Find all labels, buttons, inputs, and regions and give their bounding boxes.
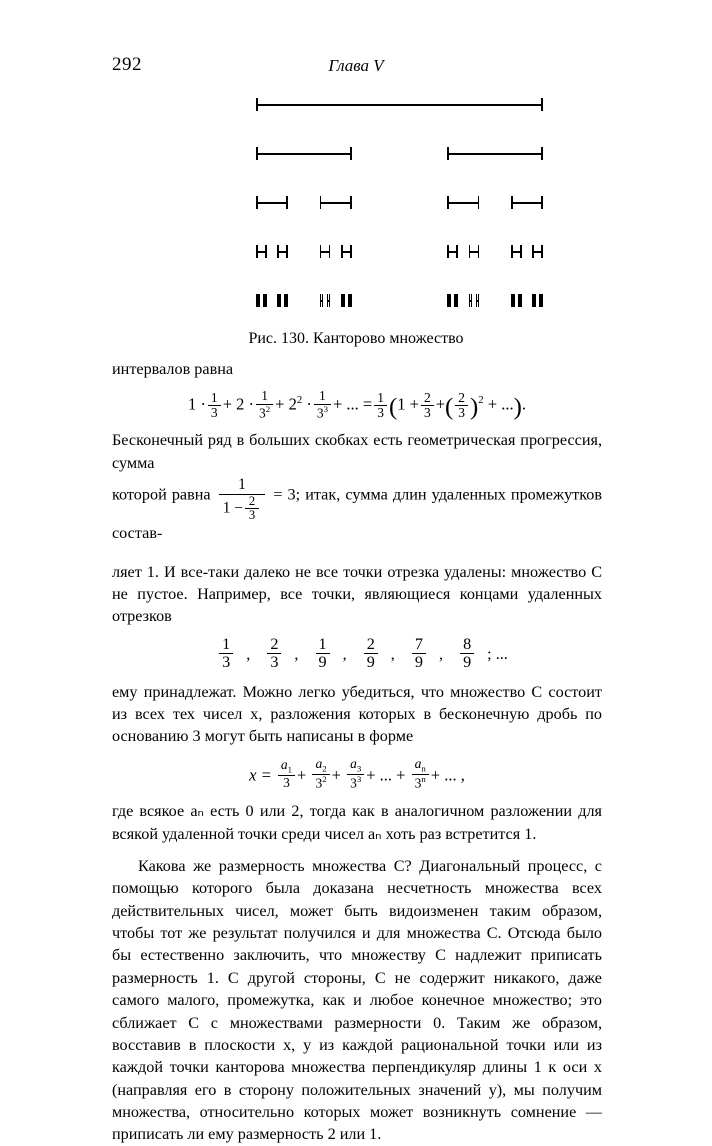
eq1-rhs-frac3 <box>455 391 468 420</box>
eq1-rhs-frac3-den: 3 <box>455 405 468 420</box>
cantor-segment-endpoint-tick <box>478 294 480 307</box>
endpoint-frac-2-num: 2 <box>270 634 279 653</box>
equation-ternary-series <box>112 757 602 791</box>
endpoint-frac-1-den: 3 <box>219 653 233 671</box>
paragraph-ternary-expansion: ему принадлежат. Можно легко убедиться, что множество C состоит из всех тех чисел x, разложения которых в бесконечную дробь по основанию 3 могут быть написаны в форме <box>112 682 602 746</box>
endpoint-frac-3 <box>316 636 330 671</box>
eq2-op1: + <box>297 765 307 785</box>
endpoint-frac-6 <box>460 636 474 671</box>
endpoint-fraction-list: $\frac{1}{3}$ , $\frac{2}{3}$ , $\frac{1}{9}$ , $\frac{2}{9}$ , $\frac{7}{9}$ , $\frac{8}{9}$ ; ... <box>112 636 602 671</box>
cantor-segment-endpoint-tick <box>329 245 331 258</box>
eq1-rhs-frac3-num: 2 <box>458 389 466 405</box>
cantor-segment-endpoint-tick <box>541 294 543 307</box>
cantor-iteration-row <box>0 196 712 210</box>
cantor-segment-endpoint-tick <box>511 245 513 258</box>
eq2-term2 <box>312 757 329 791</box>
eq2-term2-num-a: a <box>315 755 323 771</box>
cantor-segment-endpoint-tick <box>286 196 288 209</box>
eq2-term2-den <box>312 774 329 791</box>
endpoint-frac-4-den: 9 <box>364 653 378 671</box>
cantor-segment-endpoint-tick <box>286 245 288 258</box>
cantor-segment-endpoint-tick <box>350 245 352 258</box>
eq2-term3 <box>347 757 364 791</box>
eq1-dots: + ... = <box>332 395 373 415</box>
cantor-segment-endpoint-tick <box>265 294 267 307</box>
eq1-frac3-den-exp: 3 <box>323 403 328 414</box>
paragraph-intervals: интервалов равна <box>112 360 234 378</box>
p2b-inner-num: 2 <box>248 493 256 508</box>
cantor-segment-endpoint-tick <box>478 245 480 258</box>
cantor-segment-endpoint-tick <box>447 245 449 258</box>
endpoint-frac-3-den: 9 <box>316 653 330 671</box>
eq1-frac1 <box>208 391 221 420</box>
equation-series-sum: 1 · $\frac{1}{3}$ + 2 · $\frac{1}{3^2}$ + $2^2$ · $\frac{1}{3^3}$ + ... = $\frac{1}{3}$ (1 + $\frac{2}{3}$ +( $\frac{2}{3}$ )$^2$ + ...). <box>188 388 526 421</box>
eq1-frac1-num: 1 <box>210 389 218 405</box>
cantor-segment-endpoint-tick <box>320 196 322 209</box>
chapter-title: Глава V <box>328 56 384 75</box>
cantor-segment-endpoint-tick <box>256 147 258 160</box>
cantor-segment <box>320 202 352 204</box>
cantor-segment-endpoint-tick <box>513 294 515 307</box>
cantor-segment-endpoint-tick <box>256 98 258 111</box>
cantor-segment-endpoint-tick <box>322 294 324 307</box>
eq1-rhs-frac-den: 3 <box>374 405 387 420</box>
eq1-frac2-den-base: 3 <box>259 405 266 421</box>
eq1-rhs-plus: + <box>435 395 446 415</box>
eq2-term4-num <box>412 757 429 774</box>
cantor-segment <box>447 202 479 204</box>
endpoint-frac-tail: ; ... <box>487 644 508 663</box>
eq1-term3-pow: 2 <box>296 394 303 407</box>
eq2-term2-num <box>312 757 329 774</box>
eq2-term1 <box>278 758 295 790</box>
endpoint-frac-3-num: 1 <box>318 634 327 653</box>
cantor-segment-endpoint-tick <box>541 196 543 209</box>
eq1-rhs-frac2-num: 2 <box>423 389 431 405</box>
cantor-segment <box>256 153 352 155</box>
p2b-inner-frac <box>245 495 259 523</box>
eq2-term3-den-base: 3 <box>350 775 357 791</box>
endpoint-frac-1 <box>219 636 233 671</box>
eq2-term1-num <box>278 758 295 775</box>
cantor-segment-endpoint-tick <box>258 294 260 307</box>
eq2-term2-den-base: 3 <box>315 775 323 791</box>
page-header <box>0 54 712 78</box>
cantor-segment-endpoint-tick <box>320 245 322 258</box>
endpoint-frac-6-den: 9 <box>460 653 474 671</box>
cantor-segment <box>256 202 288 204</box>
p2b-post: = 3; итак, сумма длин удаленных промежутков состав- <box>112 485 603 543</box>
cantor-iteration-row <box>0 245 712 259</box>
eq2-tail: + ... , <box>430 765 465 785</box>
eq2-term4 <box>412 757 429 791</box>
cantor-set-figure <box>0 88 712 328</box>
eq1-open-paren: ( <box>389 393 398 421</box>
endpoint-frac-6-num: 8 <box>463 634 472 653</box>
eq2-term2-num-sub: 2 <box>322 763 327 774</box>
cantor-segment-endpoint-tick <box>534 294 536 307</box>
cantor-iteration-row <box>0 147 712 161</box>
cantor-segment-endpoint-tick <box>279 294 281 307</box>
eq1-close-paren: ) <box>513 393 522 421</box>
cantor-segment <box>447 153 543 155</box>
eq1-frac3-den-base: 3 <box>316 405 324 421</box>
eq1-close-paren2: ) <box>470 393 479 421</box>
eq1-rhs-frac <box>374 391 387 420</box>
cantor-segment-endpoint-tick <box>341 245 343 258</box>
cantor-segment-endpoint-tick <box>456 294 458 307</box>
eq2-term4-num-a: a <box>414 755 422 771</box>
cantor-segment-endpoint-tick <box>449 294 451 307</box>
eq1-open-paren2: ( <box>445 393 454 421</box>
cantor-segment <box>256 104 543 106</box>
paragraph-dimension-question: Какова же размерность множества C? Диагональный процесс, с помощью которого была доказана несчетность множества всех действительных чисел, может быть видоизменен таким образом, чтобы тот же результат получился и для множества C. Отсюда было бы естественно заключить, что множеству C надлежит приписать размерность 1. С другой стороны, C не содержит никакого, даже самого малого, промежутка, как и любое конечное множество; это сближает C с множествами размерности 0. Таким же образом, восставив в плоскости x, y из каждой рациональной точки или из каждой точки канторова множества перпендикуляр длины 1 к оси x (направляя его в сторону положительных значений y), мы получим множества, относительно которых может возникнуть сомнение — приписать ли ему размерность 2 или 1. <box>112 857 602 1144</box>
p2b-frac-den <box>219 494 266 523</box>
cantor-segment-endpoint-tick <box>256 196 258 209</box>
eq1-dot3: · <box>306 395 312 415</box>
endpoint-frac-2-den: 3 <box>267 653 281 671</box>
eq2-term3-den-exp: 3 <box>356 773 362 784</box>
cantor-segment-endpoint-tick <box>541 98 543 111</box>
eq1-plus1: + 2 · <box>222 395 254 415</box>
cantor-segment-endpoint-tick <box>277 245 279 258</box>
eq1-plus2: + 2 <box>275 395 297 415</box>
cantor-segment-endpoint-tick <box>520 294 522 307</box>
eq2-term4-den-base: 3 <box>414 775 422 791</box>
endpoint-frac-1-num: 1 <box>222 634 231 653</box>
eq1-frac2-num: 1 <box>261 388 268 404</box>
cantor-segment-endpoint-tick <box>286 294 288 307</box>
cantor-segment-endpoint-tick <box>471 294 473 307</box>
paragraph-geometric-progression-a: Бесконечный ряд в больших скобках есть геометрическая прогрессия, сумма <box>112 431 602 472</box>
eq1-rhs-frac2 <box>421 391 434 420</box>
eq1-frac3 <box>314 389 331 420</box>
cantor-segment-endpoint-tick <box>256 245 258 258</box>
cantor-segment-endpoint-tick <box>541 147 543 160</box>
p2b-frac-num: 1 <box>238 475 246 493</box>
eq1-rhs-sq: 2 <box>478 394 484 407</box>
endpoint-frac-4-num: 2 <box>366 634 375 653</box>
cantor-segment-endpoint-tick <box>343 294 345 307</box>
endpoint-frac-5 <box>412 636 426 671</box>
p2b-inner-den: 3 <box>245 508 259 522</box>
paragraph-geometric-progression-b <box>112 476 602 545</box>
cantor-iteration-row <box>0 294 712 308</box>
eq1-frac3-den <box>314 404 331 421</box>
eq1-frac2-den <box>256 404 273 421</box>
eq1-rhs-tail: + ... <box>487 395 514 415</box>
endpoint-frac-2 <box>267 636 281 671</box>
cantor-segment <box>511 202 543 204</box>
eq2-term3-num <box>347 757 364 774</box>
eq2-op2: + <box>331 765 341 785</box>
eq2-term1-den: 3 <box>278 775 295 790</box>
eq2-lhs: x = <box>249 765 272 785</box>
cantor-segment-endpoint-tick <box>511 196 513 209</box>
eq2-term4-den <box>412 774 429 791</box>
cantor-segment-endpoint-tick <box>350 147 352 160</box>
eq2-term4-den-exp: n <box>421 773 426 784</box>
eq2-term4-num-sub: n <box>421 763 426 774</box>
paragraph-digit-condition: где всякое aₙ есть 0 или 2, тогда как в аналогичном разложении для всякой удаленной точки среди чисел aₙ хоть раз встретится 1. <box>112 802 602 843</box>
eq2-term1-num-sub: 1 <box>287 764 293 775</box>
figure-caption: Рис. 130. Канторово множество <box>248 330 464 347</box>
eq1-frac1-den: 3 <box>208 405 221 420</box>
eq2-term1-num-a: a <box>280 757 288 773</box>
cantor-segment-endpoint-tick <box>447 147 449 160</box>
paragraph-not-empty: ляет 1. И все-таки далеко не все точки отрезка удалены: множество C не пустое. Например, все точки, являющиеся концами удаленных отрезков <box>112 562 602 626</box>
cantor-segment-endpoint-tick <box>520 245 522 258</box>
eq1-rhs-one: 1 + <box>397 395 419 415</box>
p2b-pre: которой равна <box>112 485 211 504</box>
body-text <box>112 358 602 1146</box>
eq1-rhs-frac2-den: 3 <box>421 405 434 420</box>
p2b-compound-fraction <box>219 476 266 522</box>
cantor-segment-endpoint-tick <box>265 245 267 258</box>
cantor-segment-endpoint-tick <box>478 196 480 209</box>
eq2-term3-den <box>347 774 364 791</box>
eq2-op3: + ... + <box>366 765 406 785</box>
eq1-frac2 <box>256 389 273 420</box>
cantor-segment-endpoint-tick <box>456 245 458 258</box>
cantor-segment-endpoint-tick <box>541 245 543 258</box>
eq1-term1-coef: 1 · <box>188 395 206 415</box>
eq1-rhs-frac-num: 1 <box>377 389 384 405</box>
cantor-iteration-row <box>0 98 712 112</box>
endpoint-frac-5-den: 9 <box>412 653 426 671</box>
page-number: 292 <box>112 54 142 75</box>
cantor-segment-endpoint-tick <box>350 196 352 209</box>
eq1-frac3-num: 1 <box>319 388 326 404</box>
eq2-term2-den-exp: 2 <box>322 773 327 784</box>
p2b-frac-den-lead: 1 − <box>222 499 243 517</box>
cantor-segment-endpoint-tick <box>532 245 534 258</box>
eq1-frac2-den-exp: 2 <box>265 403 271 414</box>
cantor-segment-endpoint-tick <box>447 196 449 209</box>
eq2-term3-num-a: a <box>350 755 357 771</box>
eq2-term3-num-sub: 3 <box>356 763 362 774</box>
cantor-segment-endpoint-tick <box>469 245 471 258</box>
cantor-segment-endpoint-tick <box>350 294 352 307</box>
endpoint-frac-4 <box>364 636 378 671</box>
cantor-segment-endpoint-tick <box>329 294 331 307</box>
endpoint-frac-5-num: 7 <box>414 634 423 653</box>
